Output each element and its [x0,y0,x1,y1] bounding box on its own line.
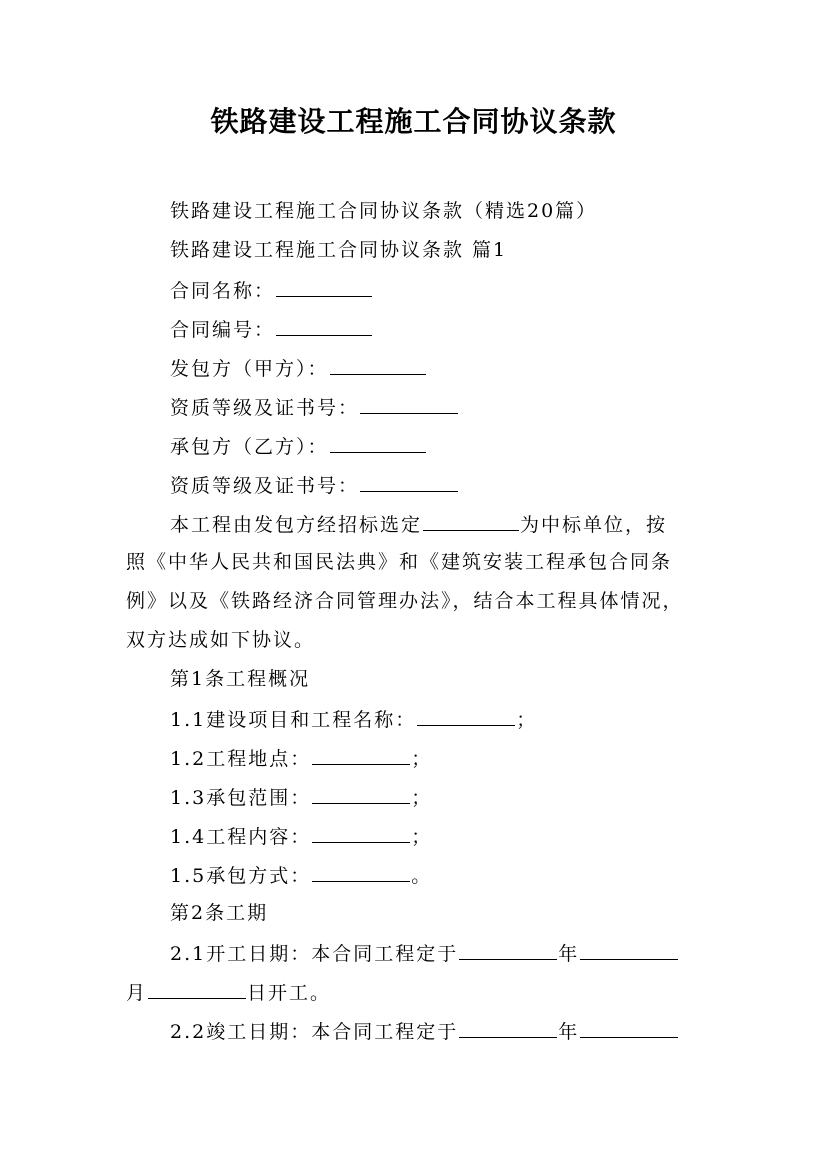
blank-line [312,861,410,882]
intro-text: 为中标单位，按 [520,514,668,536]
blank-line [312,783,410,804]
article-1-heading: 第1条工程概况 [170,668,311,690]
intro-line-1 [170,510,667,538]
date-unit: 月 [126,982,148,1004]
intro-text: 本工程由发包方经招标选定 [170,514,423,536]
blank-line [417,705,515,726]
item-label: 1.4工程内容： [170,826,312,848]
field-label: 资质等级及证书号： [170,475,360,497]
item-label: 1.5承包方式： [170,865,312,887]
intro-line-4: 双方达成如下协议。 [126,629,316,651]
punctuation: ； [411,748,433,770]
article-2-item-1-continued [126,978,331,1006]
punctuation: ； [516,709,538,731]
field-party-a-qualification [170,393,459,421]
article-2-item-2 [170,1017,679,1045]
blank-line [330,354,426,375]
field-label: 合同名称： [170,280,276,302]
blank-line [459,1017,557,1038]
article-1-item-5 [170,861,432,889]
intro-line-2: 照《中华人民共和国民法典》和《建筑安装工程承包合同条 [126,551,673,573]
item-label: 2.1开工日期：本合同工程定于 [170,943,459,965]
field-contract-number [170,315,373,343]
blank-line [330,432,426,453]
item-label: 1.3承包范围： [170,787,312,809]
field-label: 资质等级及证书号： [170,397,360,419]
blank-line [360,471,458,492]
article-2-heading: 第2条工期 [170,902,269,924]
article-1-item-4 [170,822,432,850]
blank-line [580,1017,678,1038]
field-label: 合同编号： [170,319,276,341]
document-subtitle: 铁路建设工程施工合同协议条款（精选20篇） [170,200,598,222]
field-label: 发包方（甲方）： [170,358,329,380]
item-label: 2.2竣工日期：本合同工程定于 [170,1021,459,1043]
blank-line [580,939,678,960]
article-1-item-3 [170,783,432,811]
date-unit: 年 [558,943,580,965]
punctuation: ； [411,826,433,848]
blank-line [276,276,372,297]
blank-line [148,978,246,999]
item-label: 1.1建设项目和工程名称： [170,709,417,731]
punctuation: 。 [411,865,433,887]
blank-line [360,393,458,414]
punctuation: ； [411,787,433,809]
document-title: 铁路建设工程施工合同协议条款 [210,105,617,138]
blank-line [276,315,372,336]
blank-line [459,939,557,960]
field-party-b-qualification [170,471,459,499]
field-label: 承包方（乙方）： [170,436,329,458]
field-party-a [170,354,427,382]
blank-line [312,744,410,765]
date-unit: 年 [558,1021,580,1043]
section-heading: 铁路建设工程施工合同协议条款 篇1 [170,239,508,261]
article-1-item-1 [170,705,537,733]
article-1-item-2 [170,744,432,772]
intro-line-3: 例》以及《铁路经济合同管理办法》，结合本工程具体情况， [126,590,684,612]
blank-line [312,822,410,843]
field-party-b [170,432,427,460]
date-unit: 日开工。 [247,982,332,1004]
field-contract-name [170,276,373,304]
article-2-item-1 [170,939,679,967]
item-label: 1.2工程地点： [170,748,312,770]
blank-line [423,510,519,531]
